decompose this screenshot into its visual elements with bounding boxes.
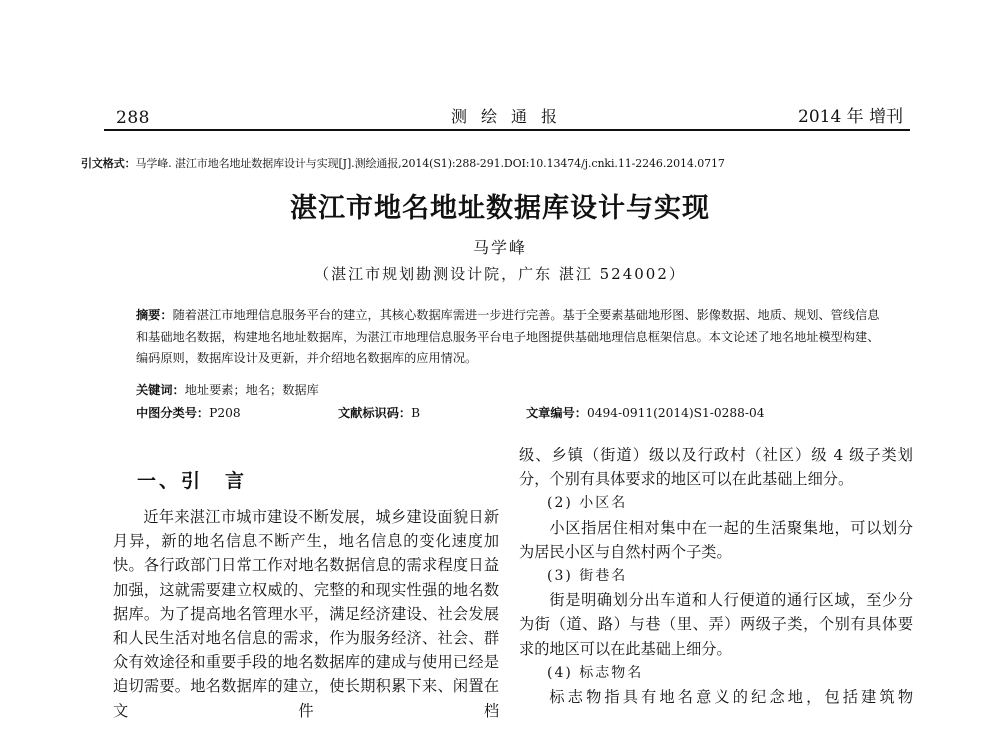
left-column — [113, 505, 499, 723]
subsection-paragraph: 小区指居住相对集中在一起的生活聚集地，可以划分为居民小区与自然村两个子类。 — [519, 518, 913, 561]
continuation-paragraph: 级、乡镇（街道）级以及行政村（社区）级 4 级子类划分，个别有具体要求的地区可以在此基础上细分。 — [519, 446, 913, 489]
intro-paragraph: 近年来湛江市城市建设不断发展，城乡建设面貌日新月异，新的地名信息不断产生，地名信息的变化速度加快。各行政部门日常工作对地名数据信息的需求程度日益加强，这就需要建立权威的、完整的和现实性强的地名数据库。为了提高地名管理水平，满足经济建设、社会发展和人民生活对地名信息的需求，作为服务经济、社会、群众有效途径和重要手段的地名数据库的建成与使用已经是迫切需要。地名数据库的建立，使长期积累下来、闲置在文件档 — [113, 508, 499, 720]
issue-label: 2014 年 增刊 — [798, 107, 904, 127]
clc-label: 中图分类号： — [136, 406, 210, 420]
abstract-text: 随着湛江市地理信息服务平台的建立，其核心数据库需进一步进行完善。基于全要素基础地形图、影像数据、地质、规划、管线信息和基础地名数据，构建地名地址数据库，为湛江市地理信息服务平台电子地图提供基础地理信息框架信息。本文论述了地名地址模型构建、编码原则，数据库设计及更新，并介绍地名数据库的应用情况。 — [136, 308, 880, 365]
article-title: 湛江市地名地址数据库设计与实现 — [290, 193, 710, 224]
doc-value: B — [411, 406, 421, 420]
article-number-label: 文章编号： — [526, 406, 587, 420]
doc-code — [338, 404, 420, 421]
clc-value: P208 — [209, 406, 241, 420]
subsection-heading: (3) 街巷名 — [547, 568, 628, 585]
doc-label: 文献标识码： — [338, 406, 412, 420]
citation-text: 马学峰. 湛江市地名地址数据库设计与实现[J].测绘通报,2014(S1):288-291.DOI:10.13474/j.cnki.11-2246.2014.0717 — [135, 157, 725, 170]
right-column — [519, 443, 913, 709]
keywords-label: 关键词： — [136, 383, 185, 397]
article-number-value: 0494-0911(2014)S1-0288-04 — [586, 406, 765, 420]
article-number — [526, 404, 764, 421]
citation-label: 引文格式： — [81, 157, 136, 170]
subsection-paragraph: 标志物指具有地名意义的纪念地，包括建筑物 — [549, 688, 913, 707]
author-affiliation: （湛江市规划勘测设计院，广东 湛江 524002） — [314, 265, 686, 283]
page-number: 288 — [116, 108, 150, 128]
abstract — [136, 305, 888, 370]
subsection-heading: (4) 标志物名 — [547, 664, 644, 681]
article-author: 马学峰 — [472, 238, 527, 257]
header-rule — [104, 129, 910, 131]
keywords — [136, 381, 319, 398]
clc-number — [136, 404, 241, 421]
keywords-text: 地址要素；地名；数据库 — [184, 383, 319, 397]
journal-name: 测绘通报 — [451, 107, 572, 126]
section-heading: 一、引 言 — [137, 470, 248, 492]
abstract-label: 摘要： — [136, 308, 173, 322]
subsection-paragraph: 街是明确划分出车道和人行便道的通行区域，至少分为街（道、路）与巷（里、弄）两级子类，个别有具体要求的地区可以在此基础上细分。 — [519, 591, 913, 658]
subsection-heading: (2) 小区名 — [547, 495, 628, 512]
citation-line — [81, 155, 725, 171]
